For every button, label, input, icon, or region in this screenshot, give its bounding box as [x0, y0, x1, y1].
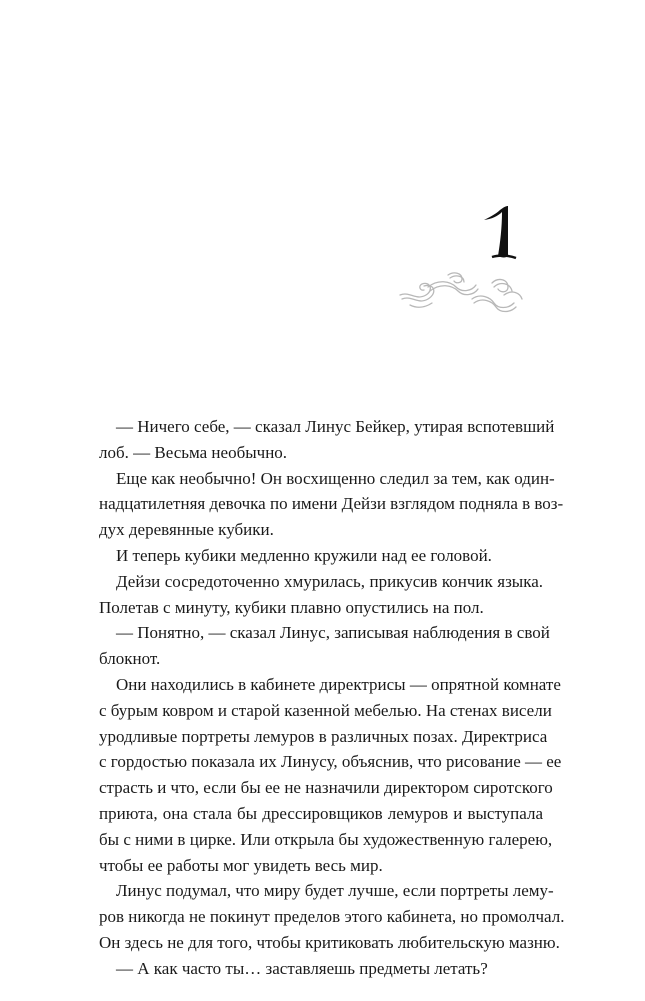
wave-ornament-icon [396, 265, 526, 325]
paragraph [99, 569, 543, 621]
text-line: блокнот. [99, 649, 161, 669]
paragraph [99, 672, 562, 878]
text-line: — Понятно, — сказал Линус, записывая наблюдения в свой [116, 623, 550, 643]
text-line: с гордостью показала их Линусу, объяснив, что рисование — ее [99, 752, 562, 772]
chapter-number [478, 200, 528, 264]
text-line: уродливые портреты лемуров в различных позах. Директриса [99, 726, 548, 746]
text-line: надцатилетняя девочка по имени Дейзи взглядом подняла в воз- [99, 494, 564, 514]
text-line: с бурым ковром и старой казенной мебелью. На стенах висели [99, 700, 552, 720]
paragraph [99, 620, 550, 672]
text-line: И теперь кубики медленно кружили над ее головой. [116, 545, 492, 565]
text-line: Они находились в кабинете директрисы — опрятной комнате [116, 674, 561, 694]
paragraph [99, 466, 564, 543]
paragraph [99, 878, 565, 955]
text-line: Полетав с минуту, кубики плавно опустились на пол. [99, 597, 484, 617]
text-line: — А как часто ты… заставляешь предметы летать? [116, 958, 488, 978]
text-line: чтобы ее работы мог увидеть весь мир. [99, 855, 383, 875]
text-line: Линус подумал, что миру будет лучше, если портреты лему- [116, 881, 554, 901]
text-line: лоб. — Весьма необычно. [99, 442, 288, 462]
text-line: Еще как необычно! Он восхищенно следил за тем, как один- [116, 468, 555, 488]
text-line: — Ничего себе, — сказал Линус Бейкер, утирая вспотевший [116, 417, 555, 436]
chapter-number-glyph [478, 200, 528, 264]
text-line: дух деревянные кубики. [99, 520, 274, 540]
text-line: Дейзи сосредоточенно хмурилась, прикусив кончик языка. [116, 571, 543, 591]
text-line: ров никогда не покинут пределов этого кабинета, но промолчал. [99, 907, 565, 927]
paragraph [99, 543, 543, 569]
text-line: приюта, она стала бы дрессировщиков лемуров и выступала [99, 803, 543, 823]
chapter-text [99, 414, 565, 982]
text-line: страсть и что, если бы ее не назначили директором сиротского [99, 778, 553, 798]
text-line: Он здесь не для того, чтобы критиковать любительскую мазню. [99, 932, 560, 952]
paragraph [99, 414, 555, 466]
paragraph [99, 956, 543, 982]
text-line: бы с ними в цирке. Или открыла бы художественную галерею, [99, 829, 553, 849]
